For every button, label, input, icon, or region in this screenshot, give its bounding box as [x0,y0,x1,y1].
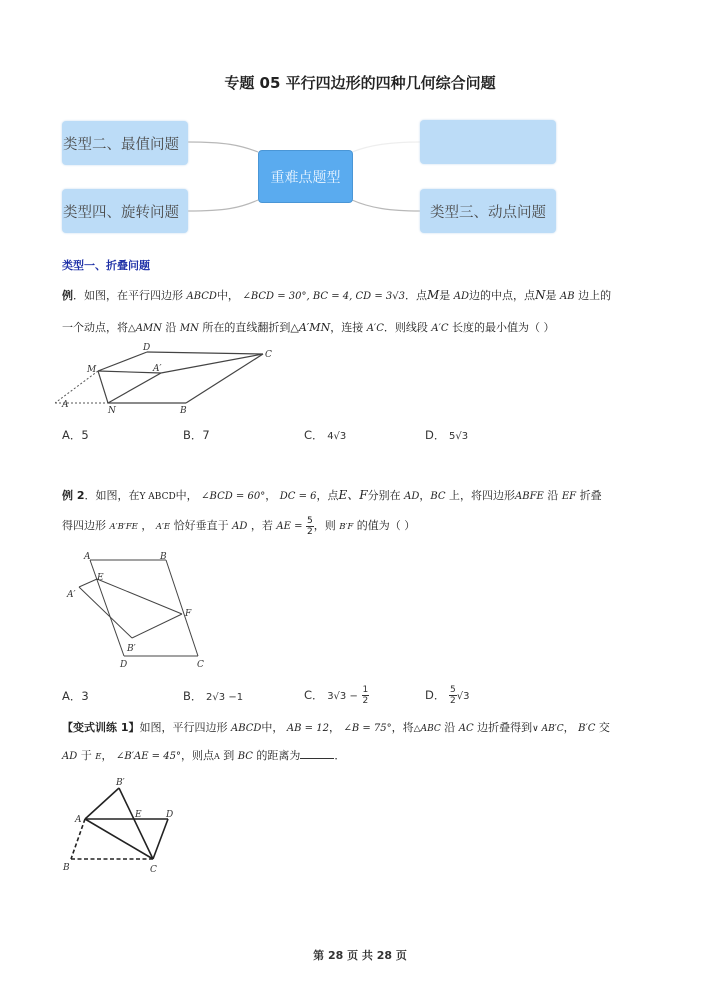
section-heading: 类型一、折叠问题 [62,259,150,272]
example2-option-a: A．3 [62,689,89,703]
fig-label-D: D [143,343,151,353]
fig-edge-MAp [98,371,161,373]
fig-label-N: N [108,406,116,415]
fig-label-A: A [84,552,91,562]
fig-label-C: C [197,660,204,670]
variant-label: 【变式训练 1】 [62,721,140,734]
fig-edge-DM [98,352,147,371]
fig-label-D: D [120,660,128,670]
mindmap-node-type4 [62,189,188,233]
example1-line1: 例．如图，在平行四边形 ABCD中， ∠BCD = 30°, BC = 4, CD = 3√3．点M是 AD边的中点，点N是 AB 边上的 [62,288,612,302]
fig-label-A: A [62,400,69,410]
example1-option-c: C． 4√3 [304,428,347,442]
example2-line2: 得四边形 A′B′FE ， A′E 恰好垂直于 AD ，若 AE = $\frac{5}{2}$ ，则 B′F 的值为（ ） [62,515,416,537]
example1-option-d: D． 5√3 [425,428,469,442]
example1-line2: 一个动点，将△AMN 沿 MN 所在的直线翻折到△A′MN，连接 A′C．则线段 A′C 长度的最小值为（ ） [62,321,555,334]
fig-edge-DC [153,819,168,859]
example2-line1: 例 2．如图，在Y ABCD中， ∠BCD = 60°， DC = 6，点E、F分别在 AD，BC 上，将四边形ABFE 沿 EF 折叠 [62,488,602,502]
example1-option-a: A．5 [62,428,89,442]
fig-edge-BC [166,560,198,656]
fig-label-E: E [97,573,104,583]
fig-label-D: D [166,810,174,820]
example2-option-b: B． 2√3 −1 [183,689,244,703]
mindmap-node-type1 [420,120,556,164]
fig-edge-BpF [132,614,182,638]
connector-left-bottom [188,200,258,211]
fig-label-F: F [185,609,192,619]
variant1-line1: 【变式训练 1】如图，平行四边形 ABCD中， AB = 12， ∠B = 75°，将△ABC 沿 AC 边折叠得到∨ AB′C， B′C 交 [62,721,610,734]
page-footer: 第 28 页 共 28 页 [313,949,407,962]
fig-edge-MN [98,371,108,403]
variant1-line2: AD 于 E， ∠B′AE = 45°，则点A 到 BC 的距离为 ． [62,749,346,762]
document-title: 专题 05 平行四边形的四种几何综合问题 [224,74,496,92]
example-label: 例 2 [62,489,85,502]
fig-edge-NAp [108,373,161,403]
mindmap-node-type3 [420,189,556,233]
fig-label-Ap: A′ [153,364,162,374]
fig-edge-EF [97,579,182,614]
fig-edge-DA [90,560,124,656]
fig-label-Ap: A′ [67,590,76,600]
fig-label-Bp: B′ [127,644,136,654]
mindmap-node-type2 [62,121,188,165]
example2-option-c: C． 3√3 − $\frac{1}{2}$ [304,685,369,706]
answer-blank [300,758,334,759]
example1-figure [55,340,285,415]
example2-option-d: D． $\frac{5}{2}$ √3 [425,685,470,706]
connector-right-top [352,142,420,152]
mindmap-node-label: 类型四、旋转问题 [63,204,179,221]
fig-label-M: M [87,365,97,375]
example1-option-b: B．7 [183,428,210,442]
fig-edge-CD [147,352,263,354]
connector-right-bottom [352,200,420,211]
fig-label-C: C [265,350,272,360]
fig-label-B: B [160,552,167,562]
fig-edge-EAp [79,579,97,587]
mindmap-center-node [258,150,353,203]
fig-edge-ApBp [79,587,132,638]
fig-label-E: E [135,810,142,820]
fig-label-Bp: B′ [116,778,125,788]
fig-edge-ABp [85,788,119,819]
variant1-figure [60,772,190,877]
fig-edge-MA-dashed [55,371,98,403]
example-label: 例 [62,289,73,302]
mindmap-node-label: 类型二、最值问题 [63,136,179,153]
mindmap-center-label: 重难点题型 [270,169,341,186]
example2-figure [60,550,220,670]
fig-edge-AB-dashed [71,819,85,859]
fig-label-C: C [150,865,157,875]
fig-label-B: B [180,406,187,415]
connector-left-top [188,142,258,152]
mindmap-node-label: 类型三、动点问题 [430,204,546,221]
fig-label-A: A [75,815,82,825]
fig-label-B: B [63,863,70,873]
fraction: $\frac{5}{2}$ [306,515,313,537]
